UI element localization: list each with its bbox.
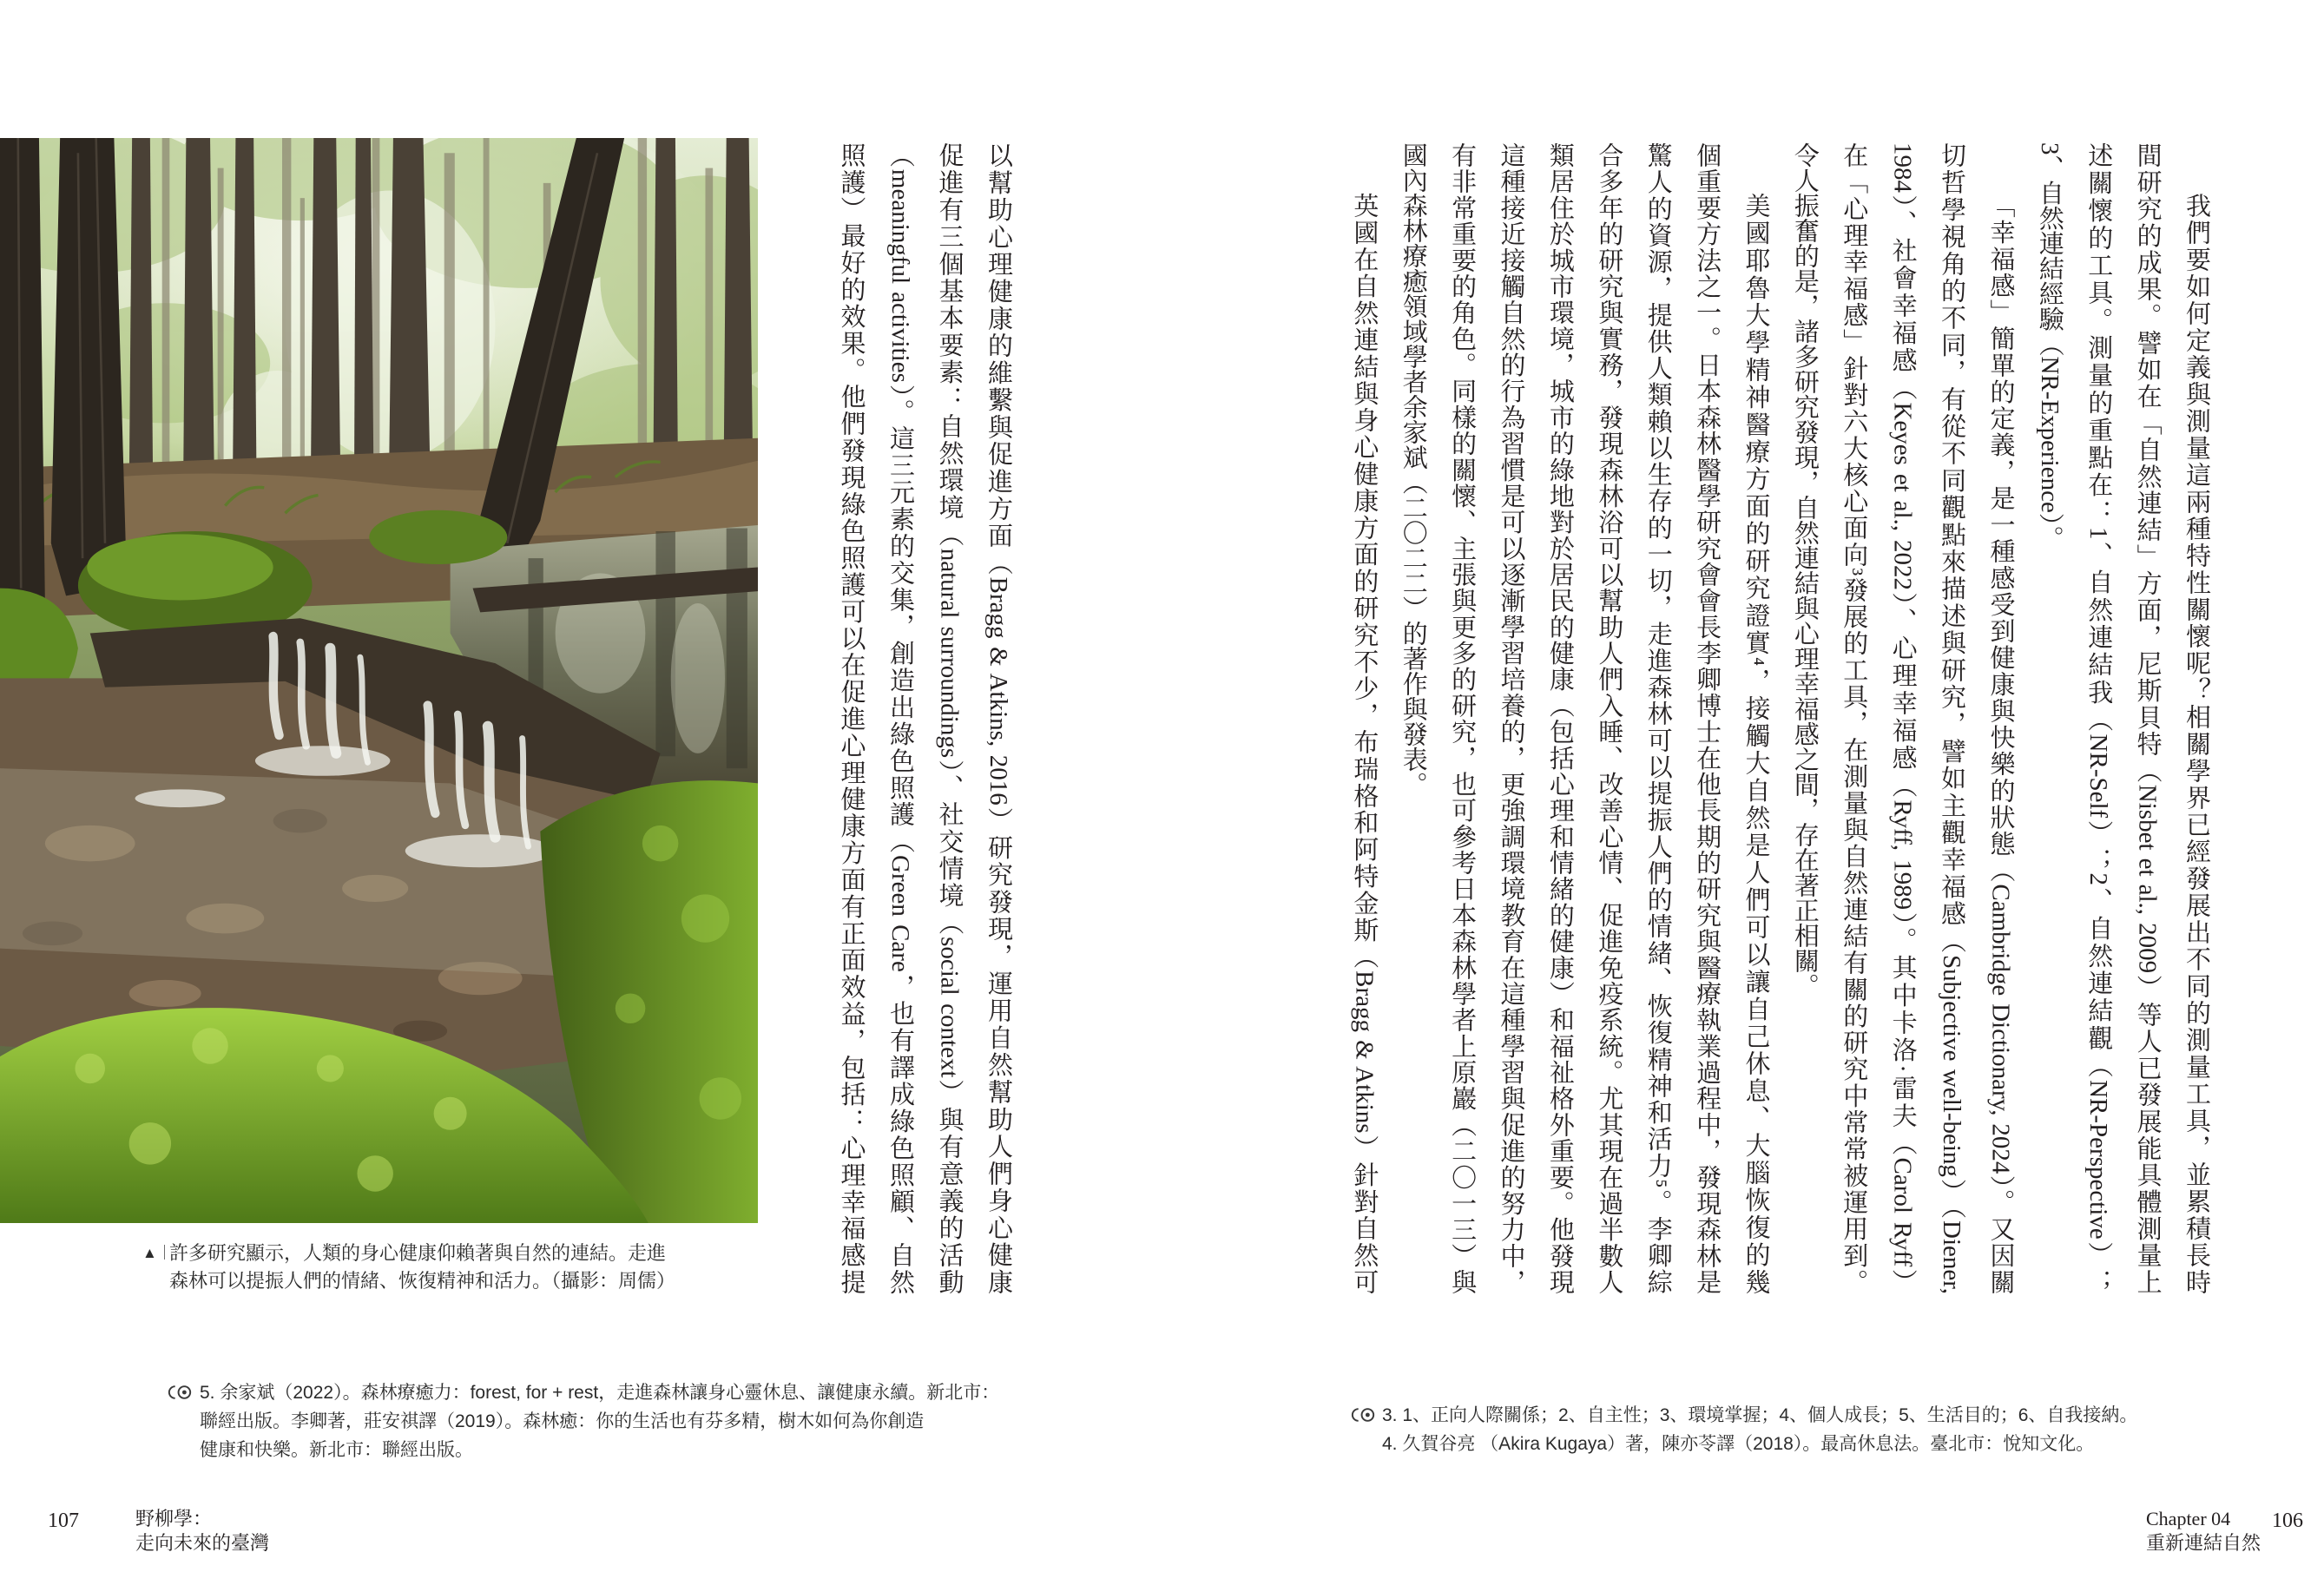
text-column: 令人振奮的是，諸多研究發現，自然連結與心理幸福感之間，存在著正相關。	[1790, 142, 1819, 998]
footnote-line: 3. 1、正向人際關係；2、自主性；3、環境掌握；4、個人成長；5、生活目的；6、自我接納。	[1382, 1405, 2138, 1425]
left-page-body	[833, 142, 1016, 1294]
text-column: 切哲學視角的不同，有從不同觀點來描述與研究，譬如主觀幸福感（Subjective well-being）（Diener,	[1938, 142, 1966, 1294]
left-footnotes	[200, 1378, 999, 1464]
running-footer-right	[2146, 1507, 2261, 1556]
caption-line: 許多研究顯示，人類的身心健康仰賴著與自然的連結。走進	[169, 1242, 667, 1264]
text-column: 促進有三個基本要素：自然環境（natural surroundings）、社交情境（social context）與有意義的活動	[935, 142, 964, 1294]
right-page-body	[1346, 142, 2214, 1294]
chapter-title: 重新連結自然	[2146, 1532, 2261, 1554]
footnote-icon	[165, 1384, 195, 1401]
photo-caption	[142, 1240, 675, 1295]
text-column: 驚人的資源，提供人類賴以生存的一切，走進森林可以提振人們的情緒、恢復精神和活力⁵。李卿綜	[1643, 142, 1672, 1294]
running-footer-left	[135, 1507, 269, 1556]
text-column: 美國耶魯大學精神醫療方面的研究證實⁴，接觸大自然是人們可以讓自己休息、大腦恢復的幾	[1741, 193, 1770, 1294]
text-column: 國內森林療癒領域學者余家斌（二〇二二）的著作與發表。	[1399, 142, 1427, 797]
text-column: 在「心理幸福感」針對六大核心面向³發展的工具，在測量與自然連結有關的研究中常常被運用到。	[1840, 142, 1868, 1294]
text-column: 我們要如何定義與測量這兩種特性關懷呢？相關學界已經發展出不同的測量工具，並累積長時	[2182, 193, 2210, 1294]
text-column: 個重要方法之一。日本森林醫學研究會會長李卿博士在他長期的研究與醫療執業過程中，發現森林是	[1693, 142, 1722, 1294]
text-column: （meaningful activities）。這三元素的交集，創造出綠色照護（Green Care，也有譯成綠色照顧、自然	[886, 142, 914, 1294]
text-column: 3、自然連結經驗（NR-Experience）。	[2035, 142, 2064, 551]
text-column: 「幸福感」簡單的定義，是一種感受到健康與快樂的狀態（Cambridge Dictionary, 2024）。又因關	[1986, 193, 2015, 1294]
page-number-right: 106	[2272, 1510, 2303, 1532]
text-column: 1984）、社會幸福感（Keyes et al., 2022）、心理幸福感（Ryff, 1989）。其中卡洛·雷夫（Carol Ryff）	[1888, 142, 1917, 1294]
text-column: 這種接近接觸自然的行為習慣是可以逐漸學習培養的，更強調環境教育在這種學習與促進的努力中，	[1497, 142, 1525, 1294]
footnote-line: 4. 久賀谷亮 （Akira Kugaya）著，陳亦苓譯（2018）。最高休息法。臺北市：悅知文化。	[1382, 1434, 2095, 1454]
caption-marker: ▲｜	[142, 1245, 172, 1261]
footnote-icon	[1348, 1406, 1379, 1424]
text-column: 述關懷的工具。測量的重點在：1、自然連結我（NR-Self）；2、自然連結觀（NR-Perspective）；	[2084, 142, 2113, 1294]
footnote-line: 5. 余家斌（2022）。森林療癒力：forest, for + rest，走進森林讓身心靈休息、讓健康永續。新北市：	[200, 1383, 1000, 1403]
footnote-line: 聯經出版。李卿著，莊安祺譯（2019）。森林癒：你的生活也有芬多精，樹木如何為你創造	[200, 1411, 925, 1431]
caption-line: 森林可以提振人們的情緒、恢復精神和活力。（攝影：周儒）	[169, 1270, 676, 1292]
text-column: 有非常重要的角色。同樣的關懷、主張與更多的研究，也可參考日本森林學者上原巖（二〇一三）與	[1448, 142, 1477, 1294]
caption-text	[169, 1240, 675, 1295]
text-column: 英國在自然連結與身心健康方面的研究不少，布瑞格和阿特金斯（Bragg & Atkins）針對自然可	[1350, 193, 1379, 1294]
footnote-line: 健康和快樂。新北市：聯經出版。	[200, 1440, 473, 1460]
page-number-left: 107	[48, 1510, 79, 1532]
text-column: 類居住於城市環境，城市的綠地對於居民的健康（包括心理和情緒的健康）和福祉格外重要。他發現	[1545, 142, 1574, 1294]
text-column: 間研究的成果。譬如在「自然連結」方面，尼斯貝特（Nisbet et al., 2009）等人已發展能具體測量上	[2133, 142, 2162, 1294]
forest-stream-image	[0, 138, 758, 1223]
right-footnotes	[1382, 1401, 2137, 1458]
text-column: 以幫助心理健康的維繫與促進方面（Bragg & Atkins, 2016）研究發現，運用自然幫助人們身心健康	[984, 142, 1012, 1294]
text-column: 照護）最好的效果。他們發現綠色照護可以在促進心理健康方面有正面效益，包括：心理幸福感提	[837, 142, 866, 1294]
chapter-label: Chapter 04	[2146, 1508, 2231, 1529]
text-column: 合多年的研究與實務，發現森林浴可以幫助人們入睡、改善心情、促進免疫系統。尤其現在過半數人	[1595, 142, 1623, 1294]
book-title: 野柳學：	[135, 1508, 213, 1529]
forest-stream-photo	[0, 138, 758, 1223]
book-subtitle: 走向未來的臺灣	[135, 1532, 270, 1554]
